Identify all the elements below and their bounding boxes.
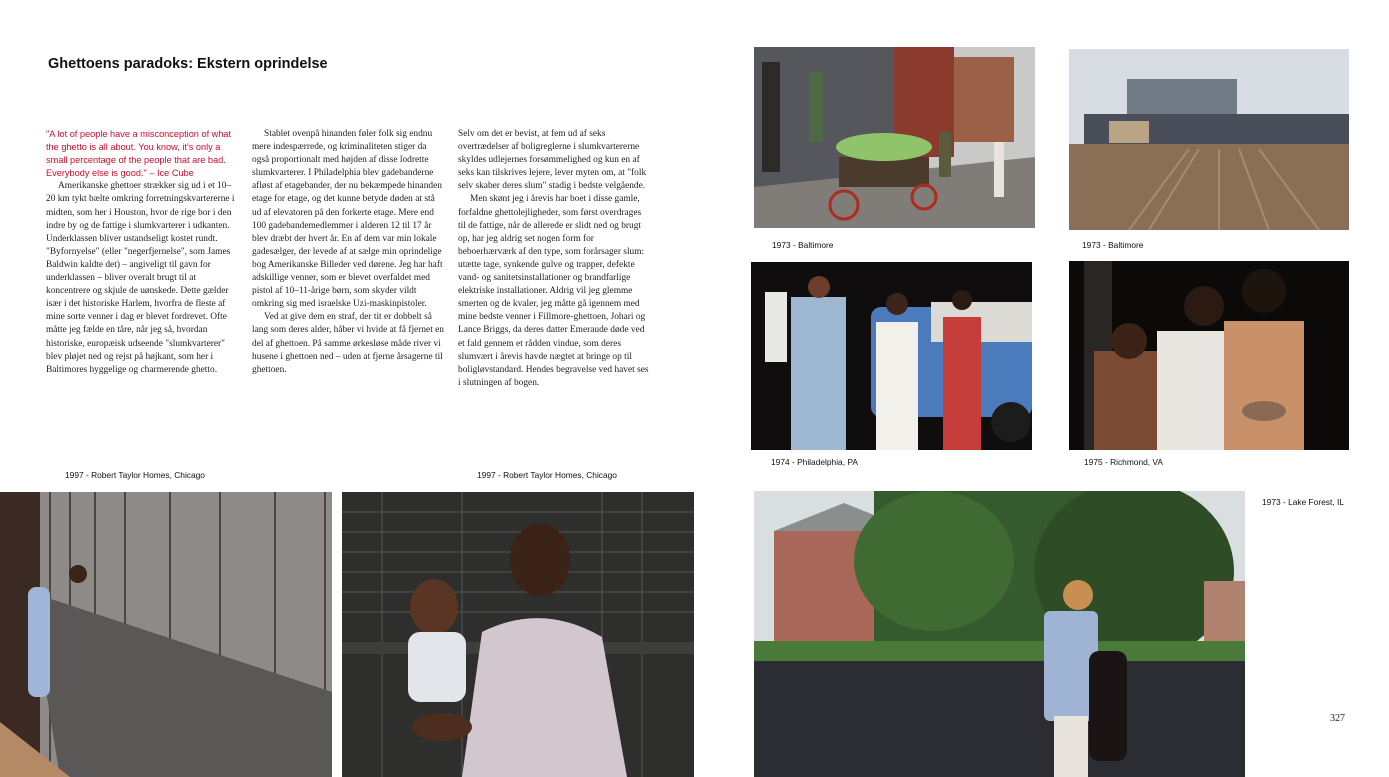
- photo-balcony-woman: [0, 492, 332, 777]
- paragraph: Selv om det er bevist, at fem ud af seks overtrædelser af boligreglerne i slumkvartererne skyldes udlejernes forsømmelighed og kun en af seks kan tilskrives lejere, lever myten om, at "folk selv skaber deres slum" stadig i bedste velgående.: [458, 129, 647, 192]
- photo-richmond-youths: [1069, 261, 1349, 450]
- caption-bottom-left-2: 1997 - Robert Taylor Homes, Chicago: [477, 470, 617, 480]
- caption-right-3: 1974 - Philadelphia, PA: [771, 457, 858, 467]
- photo-lake-forest: [754, 491, 1245, 777]
- caption-right-2: 1973 - Baltimore: [1082, 240, 1144, 250]
- paragraph: Stablet ovenpå hinanden føler folk sig endnu mere indespærrede, og kriminaliteten stiger da også proportionalt med højden af disse lodrette slumkvarterer. I Philadelphia blev gadebanderne afløst af etagebander, der nu bekæmpede hinanden etage for etage, og det kunne betyde døden at stå ud af elevatoren på den forkerte etage. Mere end 100 gadebandemedlemmer i alderen 12 til 17 år blev dræbt der hvert år. En af dem var min lokale gadesælger, der levede af at sælge min oprindelige bog Amerikanske Billeder ved dørene. Jeg har haft adskillige venner, som er blevet overfaldet med pistol af 10–11-årige børn, som skyder vildt omkring sig med israelske Uzi-maskinpistoler.: [252, 129, 443, 310]
- text-column-1: [46, 128, 238, 377]
- photo-philadelphia-police: [751, 262, 1032, 450]
- photo-baltimore-field: [1069, 49, 1349, 230]
- caption-right-5: 1973 - Lake Forest, IL: [1262, 497, 1344, 507]
- page-number: 327: [1330, 713, 1345, 724]
- caption-right-1: 1973 - Baltimore: [772, 240, 834, 250]
- photo-baltimore-street: [754, 47, 1035, 228]
- caption-right-4: 1975 - Richmond, VA: [1084, 457, 1163, 467]
- paragraph: Men skønt jeg i årevis har boet i disse gamle, forfaldne ghettolejligheder, som først overdrages til de fattige, når de allerede er slidt ned og brugt op, har jeg aldrig set nogen form for beboerhærværk af den type, som forårsager slum: utætte tage, synkende gulve og trapper, defekte vand- og sanitetsinstallationer og brandfarlige elektriske installationer. Aldrig vil jeg glemme smerten og de kvaler, jeg måtte gå igennem med mine bedste venner i Fillmore-ghettoen, Johari og Lance Briggs, da deres datter Emeraude døde ved et fald gennem et rådden vindue, som deres slumvært i årevis havde nægtet at bringe op til boligløvstandard. Hendes begravelse ved havet ses i slutningen af bogen.: [458, 194, 649, 388]
- paragraph: Amerikanske ghettoer strækker sig ud i et 10–20 km tykt bælte omkring forretningskvartererne i midten, som her i Houston, hvor de rige bor i den indre by og de fattige i slumkvarterer i udkanten. Underklassen bliver ustandseligt kostet rundt. "Byfornyelse" (eller "negerfjernelse", som James Baldwin kaldte det) – angiveligt til gavn for underklassen – bliver overalt brugt til at koncentrere og skjule de uønskede. Dette gælder især i det historiske Harlem, hvorfra de fleste af mine sorte venner i dag er blevet fordrevet. Ofte måtte jeg fælde en tåre, når jeg så, hvordan historiske, europæisk udseende "slumkvarterer" blev pløjet ned og rejst på højkant, som her i Baltimores hyggelige og charmerende ghetto.: [46, 181, 235, 375]
- paragraph: Ved at give dem en straf, der tit er dobbelt så lang som deres alder, håber vi hvide at få fjernet en del af ghettoen. På samme ørkesløse måde river vi husene i ghettoen ned – uden at fjerne årsagerne til ghettoen.: [252, 312, 444, 375]
- text-column-3: [458, 128, 650, 390]
- text-column-2: [252, 128, 444, 377]
- caption-bottom-left-1: 1997 - Robert Taylor Homes, Chicago: [65, 470, 205, 480]
- photo-mother-and-child: [342, 492, 694, 777]
- page-heading: Ghettoens paradoks: Ekstern oprindelse: [48, 56, 328, 72]
- ice-cube-quote: "A lot of people have a misconception of what the ghetto is all about. You know, it's only a small percentage of the people that are bad. Everybody else is good." – Ice Cube: [46, 129, 232, 179]
